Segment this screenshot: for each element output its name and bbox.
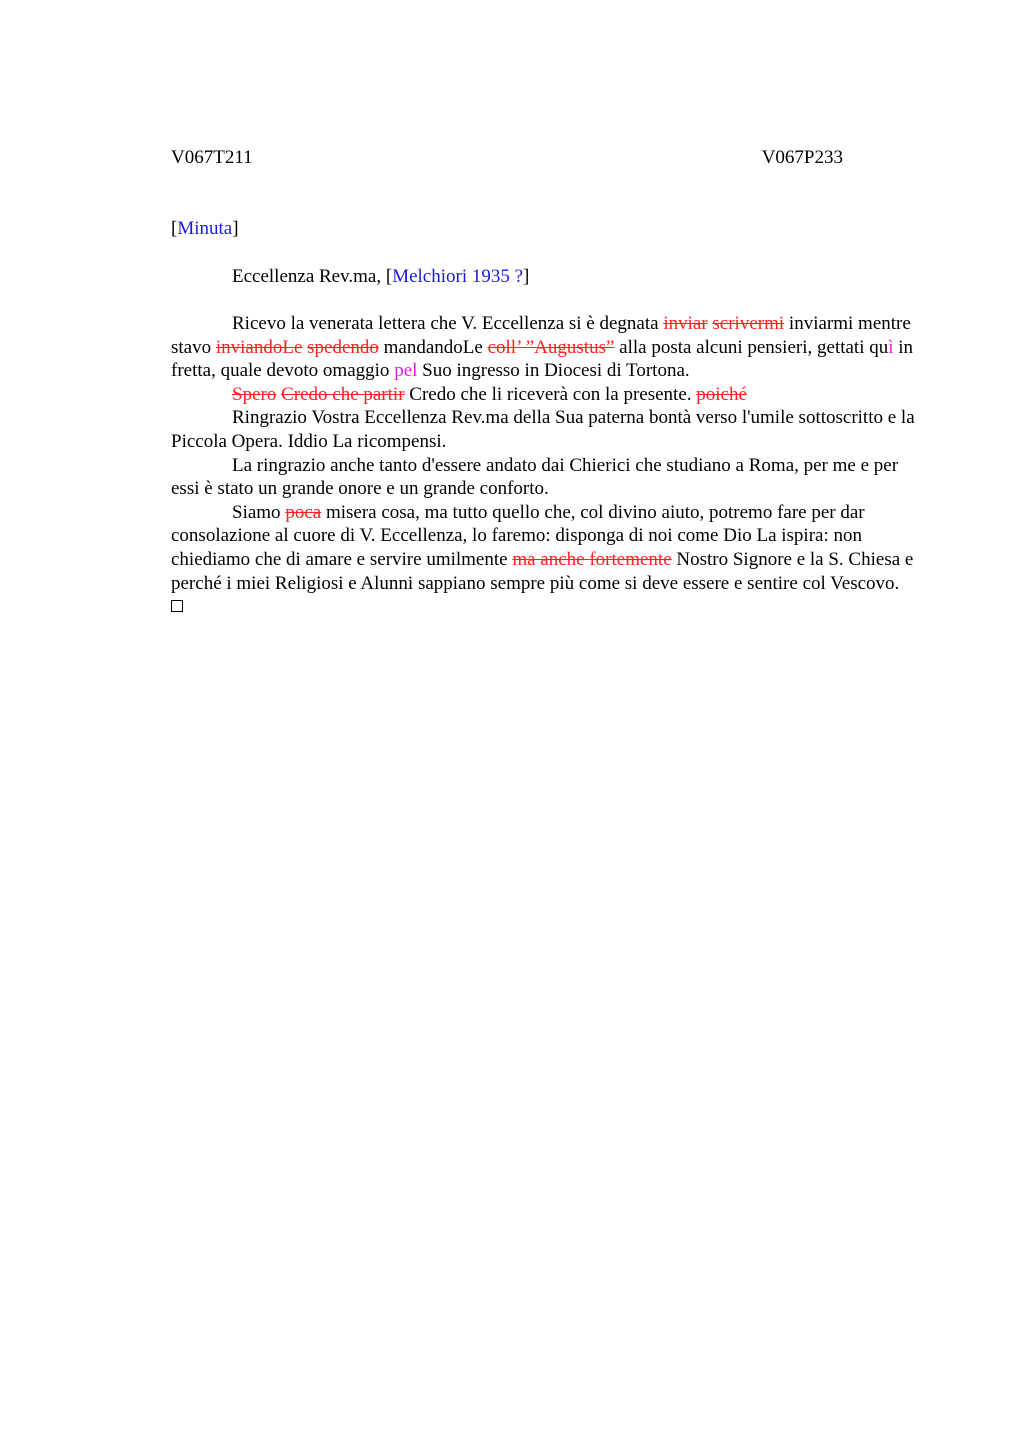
deleted-text: Credo che partir xyxy=(281,383,405,405)
bracket-close: ] xyxy=(523,266,530,287)
deleted-text: ma anche fortemente xyxy=(512,548,672,570)
document-code-left: V067T211 xyxy=(171,147,253,168)
salutation xyxy=(171,265,931,289)
text-run: mandandoLe xyxy=(378,336,488,358)
corrected-text: ì xyxy=(888,336,894,358)
salutation-line xyxy=(171,265,931,289)
deleted-text: inviandoLe xyxy=(215,336,303,358)
paragraph-5 xyxy=(171,501,931,595)
text-run: Ricevo la venerata lettera che V. Eccellenza si è degnata xyxy=(232,313,664,334)
deleted-text: Spero xyxy=(232,383,277,405)
square-outline-icon xyxy=(171,600,183,612)
text-run: inviarmi mentre stavo xyxy=(171,313,911,358)
text-run: Nostro Signore e la S. Chiesa e perché i miei Religiosi e Alunni sappiano sempre più come si deve essere e sentire col Vescovo. xyxy=(171,548,914,594)
deleted-text: spedendo xyxy=(307,336,379,358)
bracket-open: [ xyxy=(385,266,393,287)
paragraph-2 xyxy=(171,383,931,407)
text-run: Credo che li riceverà con la presente. xyxy=(404,383,697,405)
document-code-right: V067P233 xyxy=(761,147,843,168)
paragraph-3: Ringrazio Vostra Eccellenza Rev.ma della Sua paterna bontà verso l'umile sottoscritto e la Piccola Opera. Iddio La ricompensi. xyxy=(171,407,915,452)
corrected-text: pel xyxy=(394,360,418,382)
document-header xyxy=(171,146,843,170)
paragraph-4: La ringrazio anche tanto d'essere andato dai Chierici che studiano a Roma, per me e per essi è stato un grande onore e un grande conforto. xyxy=(171,454,899,500)
deleted-text: inviar xyxy=(663,313,708,334)
bracket-close: ] xyxy=(232,218,239,239)
deleted-text: poiché xyxy=(696,383,747,405)
text-run: Siamo xyxy=(232,501,286,523)
text-run: in fretta, quale devoto omaggio xyxy=(171,336,914,382)
bracket-open: [ xyxy=(171,218,178,239)
text-run: misera cosa, ma tutto quello che, col divino aiuto, potremo fare per dar consolazione al cuore di V. Eccellenza, lo faremo: disponga di noi come Dio La ispira: non chiediamo che di amare e servire umilmente xyxy=(171,501,865,570)
text-run: alla posta alcuni pensieri, gettati qu xyxy=(614,336,889,358)
deleted-text: scrivermi xyxy=(712,313,785,334)
minuta-note: Minuta xyxy=(177,218,233,239)
minuta-label xyxy=(171,217,931,241)
editorial-note: Melchiori 1935 ? xyxy=(392,266,524,287)
letter-body xyxy=(171,312,931,612)
text-run: Suo ingresso in Diocesi di Tortona. xyxy=(417,360,690,382)
paragraph-1 xyxy=(171,312,931,383)
deleted-text: poca xyxy=(285,501,322,523)
salutation-text: Eccellenza Rev.ma, xyxy=(232,266,386,287)
deleted-text: coll’ ”Augustus” xyxy=(487,336,615,358)
